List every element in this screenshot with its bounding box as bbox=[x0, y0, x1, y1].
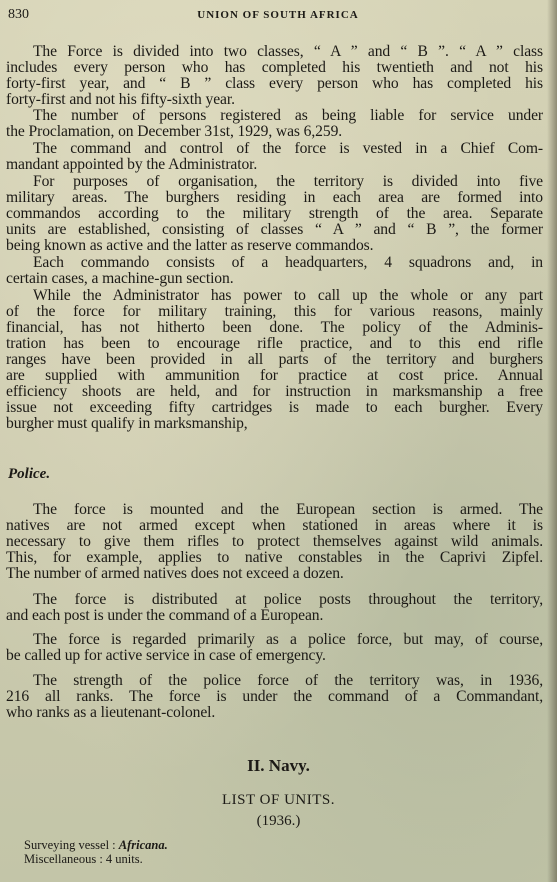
page-header bbox=[8, 7, 548, 27]
paragraph-line: The strength of the police force of the territory was, in 1936, bbox=[33, 672, 543, 689]
paragraph-line: efficiency shoots are held, and for instruction in marksmanship a free bbox=[6, 383, 543, 400]
paragraph-line: and each post is under the command of a European. bbox=[6, 607, 324, 624]
paragraph-line: necessary to give them rifles to protect themselves against wild animals. bbox=[6, 533, 543, 550]
paragraph-line: commandos according to the military strength of the area. Separate bbox=[6, 205, 543, 222]
paragraph-line: Each commando consists of a headquarters, 4 squadrons and, in bbox=[33, 254, 543, 271]
vessel-name: Africana. bbox=[118, 838, 168, 852]
paragraph-line: tration has been to encourage rifle practice, and to this end rifle bbox=[6, 335, 543, 352]
paragraph-line: the Proclamation, on December 31st, 1929, was 6,259. bbox=[6, 123, 343, 140]
paragraph-line: For purposes of organisation, the territory is divided into five bbox=[33, 173, 543, 190]
paragraph-line: The force is regarded primarily as a police force, but may, of course, bbox=[33, 631, 543, 648]
paragraph-line: forty-first and not his fifty-sixth year. bbox=[6, 91, 235, 108]
surveying-vessel-label: Surveying vessel : bbox=[24, 838, 119, 852]
paragraph-line: forty-first year, and “ B ” class every person who has completed his bbox=[6, 75, 543, 92]
paragraph-line: The force is mounted and the European section is armed. The bbox=[33, 501, 543, 518]
paragraph-line: units are established, consisting of classes “ A ” and “ B ”, the former bbox=[6, 221, 543, 238]
list-year: (1936.) bbox=[256, 813, 301, 829]
paragraph-line: ranges have been provided in all parts of the territory and burghers bbox=[6, 351, 543, 368]
paragraph-line: This, for example, applies to native constables in the Caprivi Zipfel. bbox=[6, 549, 543, 566]
running-head: UNION OF SOUTH AFRICA bbox=[197, 9, 359, 21]
paragraph-line: burgher must qualify in marksmanship, bbox=[6, 415, 248, 432]
paragraph-line: includes every person who has completed his twentieth and not his bbox=[6, 59, 543, 76]
paragraph-line: The number of armed natives does not exceed a dozen. bbox=[6, 565, 344, 582]
paragraph-line: of the force for military training, this for various reasons, mainly bbox=[6, 303, 543, 320]
paragraph-line: The command and control of the force is vested in a Chief Com- bbox=[33, 140, 543, 157]
paragraph-line: natives are not armed except when stationed in areas where it is bbox=[6, 517, 543, 534]
miscellaneous-units-line: Miscellaneous : 4 units. bbox=[24, 852, 143, 866]
paragraph-line: 216 all ranks. The force is under the command of a Commandant, bbox=[6, 688, 543, 705]
list-of-units-title: LIST OF UNITS. bbox=[222, 792, 335, 808]
paragraph-line: who ranks as a lieutenant-colonel. bbox=[6, 704, 216, 721]
paragraph-line: be called up for active service in case of emergency. bbox=[6, 647, 326, 664]
paragraph-line: military areas. The burghers residing in each area are formed into bbox=[6, 189, 543, 206]
paragraph-line: mandant appointed by the Administrator. bbox=[6, 156, 258, 173]
paragraph-line: The Force is divided into two classes, “ A ” and “ B ”. “ A ” class bbox=[33, 43, 543, 60]
police-heading: Police. bbox=[8, 466, 51, 482]
paragraph-line: The force is distributed at police posts throughout the territory, bbox=[33, 591, 543, 608]
paragraph-line: issue not exceeding fifty cartridges is made to each burgher. Every bbox=[6, 399, 543, 416]
paragraph-line: financial, has not hitherto been done. The policy of the Adminis- bbox=[6, 319, 543, 336]
paragraph-line: being known as active and the latter as reserve commandos. bbox=[6, 237, 374, 254]
paragraph-line: While the Administrator has power to call up the whole or any part bbox=[33, 287, 543, 304]
surveying-vessel-line bbox=[24, 838, 168, 853]
navy-heading: II. Navy. bbox=[247, 756, 310, 775]
paragraph-line: The number of persons registered as being liable for service under bbox=[33, 107, 543, 124]
paragraph-line: certain cases, a machine-gun section. bbox=[6, 270, 234, 287]
page-number: 830 bbox=[8, 7, 29, 22]
paragraph-line: are supplied with ammunition for practice at cost price. Annual bbox=[6, 367, 543, 384]
